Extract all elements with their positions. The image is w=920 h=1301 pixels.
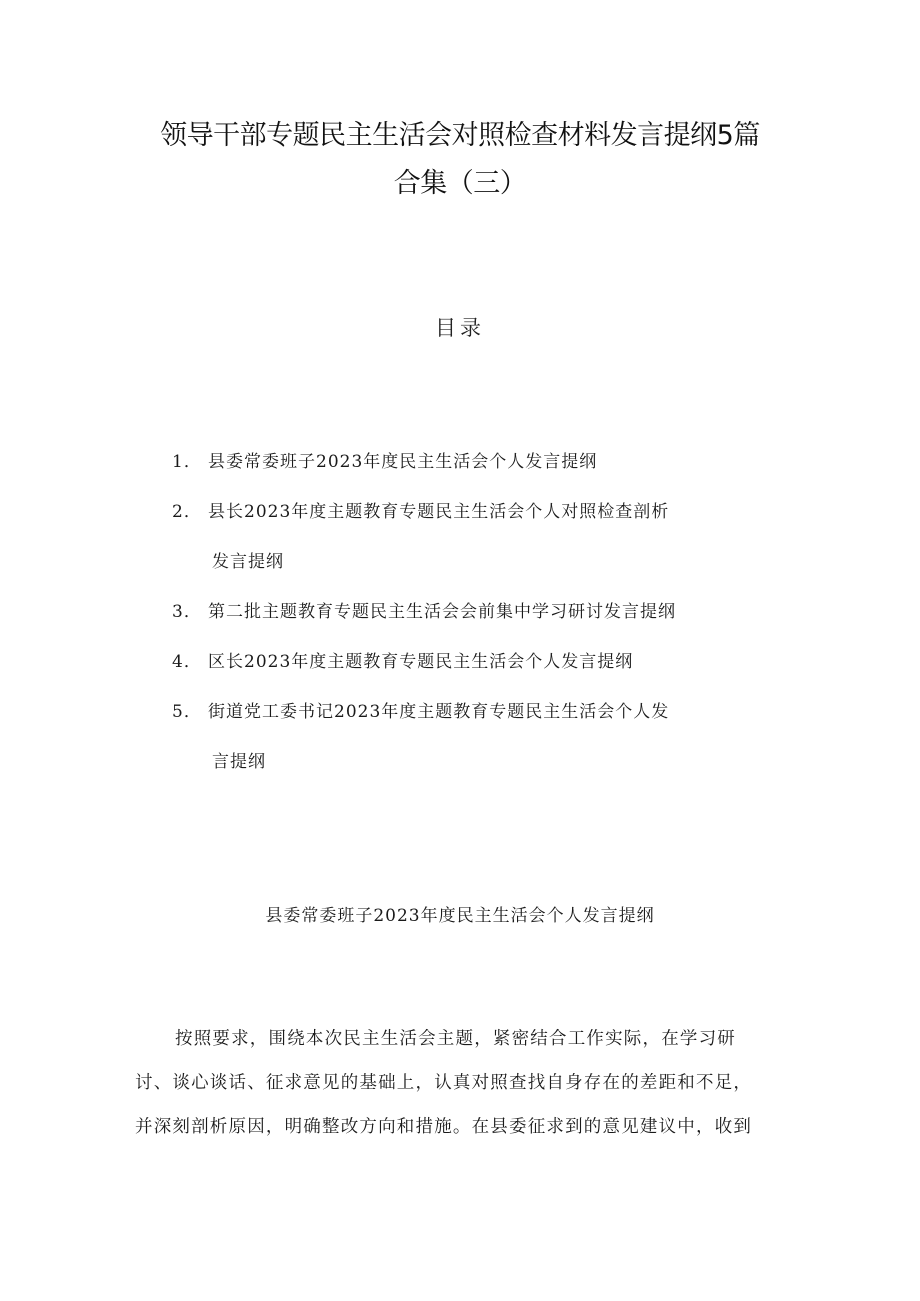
toc-number: 4． xyxy=(172,652,202,672)
toc-text-continued: 言提纲 xyxy=(212,752,266,772)
toc-item-3 xyxy=(172,600,772,625)
toc-text: 区长2023年度主题教育专题民主生活会个人发言提纲 xyxy=(208,652,634,672)
toc-number: 2． xyxy=(172,502,202,522)
toc-heading: 目录 xyxy=(435,316,485,340)
title-line-1: 领导干部专题民主生活会对照检查材料发言提纲5篇 xyxy=(160,120,760,151)
toc-text: 县长2023年度主题教育专题民主生活会个人对照检查剖析 xyxy=(208,502,670,522)
toc-text: 第二批主题教育专题民主生活会会前集中学习研讨发言提纲 xyxy=(208,602,676,622)
toc-item-1 xyxy=(172,450,772,475)
toc-number: 3． xyxy=(172,602,202,622)
document-title xyxy=(130,112,790,208)
toc-number: 5． xyxy=(172,702,202,722)
toc-text-continued: 发言提纲 xyxy=(212,552,284,572)
toc-text: 县委常委班子2023年度民主生活会个人发言提纲 xyxy=(208,452,598,472)
toc-text: 街道党工委书记2023年度主题教育专题民主生活会个人发 xyxy=(208,702,670,722)
section-title: 县委常委班子2023年度民主生活会个人发言提纲 xyxy=(265,906,655,926)
title-line-2: 合集（三） xyxy=(393,168,527,199)
paragraph-line: 讨、谈心谈话、征求意见的基础上，认真对照查找自身存在的差距和不足， xyxy=(135,1073,753,1093)
toc-number: 1． xyxy=(172,452,202,472)
toc-item-2 xyxy=(172,500,772,575)
toc-item-5 xyxy=(172,700,772,775)
table-of-contents xyxy=(172,450,772,775)
paragraph-line: 并深刻剖析原因，明确整改方向和措施。在县委征求到的意见建议中，收到 xyxy=(135,1117,753,1137)
body-paragraph xyxy=(135,1024,795,1156)
paragraph-line: 按照要求，围绕本次民主生活会主题，紧密结合工作实际，在学习研 xyxy=(175,1029,736,1049)
toc-item-4 xyxy=(172,650,772,675)
